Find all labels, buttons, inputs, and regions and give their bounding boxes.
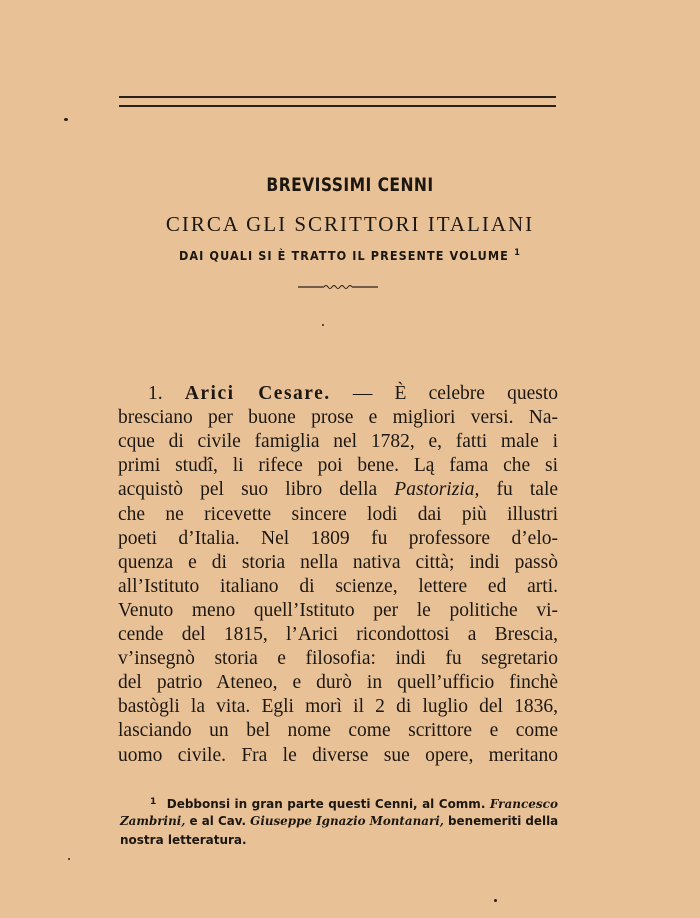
caption-footnote-marker: 1 <box>514 248 522 258</box>
entry-line: Venuto meno quell’Istituto per le politiche vi- <box>118 599 558 621</box>
entry-name: Arici Cesare. <box>184 383 331 404</box>
footnote-marker: 1 <box>150 797 157 807</box>
ornament-divider-icon <box>298 284 378 290</box>
paper-speck <box>322 324 324 326</box>
entry-line: cende del 1815, l’Arici ricondottosi a Brescia, <box>118 624 558 645</box>
entry-line: lasciando un bel nome come scrittore e come <box>118 720 558 742</box>
entry-line: che ne ricevette sincere lodi dai più illustri <box>118 503 558 525</box>
entry-line: poeti d’Italia. Nel 1809 fu professore d’elo- <box>118 527 558 549</box>
entry-line: bastògli la vita. Egli morì il 2 di luglio del 1836, <box>118 696 558 718</box>
entry-line: cque di civile famiglia nel 1782, e, fatti male i <box>118 431 558 453</box>
top-rule-second <box>119 105 556 107</box>
entry-line: all’Istituto italiano di scienze, lettere ed arti. <box>118 575 558 597</box>
paper-speck <box>64 118 68 121</box>
paper-speck <box>494 899 497 902</box>
entry-line: v’insegnò storia e filosofia: indi fu segretario <box>118 648 558 670</box>
entry-dash: — <box>352 383 373 404</box>
page-subtitle: CIRCA GLI SCRITTORI ITALIANI <box>165 212 535 236</box>
entry-line: uomo civile. Fra le diverse sue opere, meritano <box>118 744 558 766</box>
footnote-line: $^1$ Debbonsi in gran parte questi Cenni, al Comm. Francesco <box>150 797 558 811</box>
entry-line: quenza e di storia nella nativa città; indi passò <box>118 551 558 573</box>
top-rule <box>119 96 556 98</box>
book-title: Pastorizia, <box>394 479 480 501</box>
entry-line: acquistò pel suo libro della Pastorizia, fu tale <box>118 479 559 501</box>
page-caption <box>35 248 665 263</box>
entry-line: 1. Arici Cesare. — È celebre questo <box>148 383 558 404</box>
entry-line: primi studî, li rifece poi bene. Lą fama che si <box>118 455 558 477</box>
footnote-line: Zambrini, e al Cav. Giuseppe Ignazio Montanari, benemeriti della <box>120 814 559 828</box>
entry-number: 1. <box>148 383 163 404</box>
paper-speck <box>68 858 70 860</box>
caption-text: DAI QUALI SI È TRATTO IL PRESENTE VOLUME <box>178 248 509 263</box>
page-title: BREVISSIMI CENNI <box>266 174 434 196</box>
footnote-line: nostra letteratura. <box>120 833 247 847</box>
entry-line: bresciano per buone prose e migliori versi. Na- <box>118 407 558 429</box>
entry-line: del patrio Ateneo, e durò in quell’ufficio finchè <box>118 672 558 694</box>
